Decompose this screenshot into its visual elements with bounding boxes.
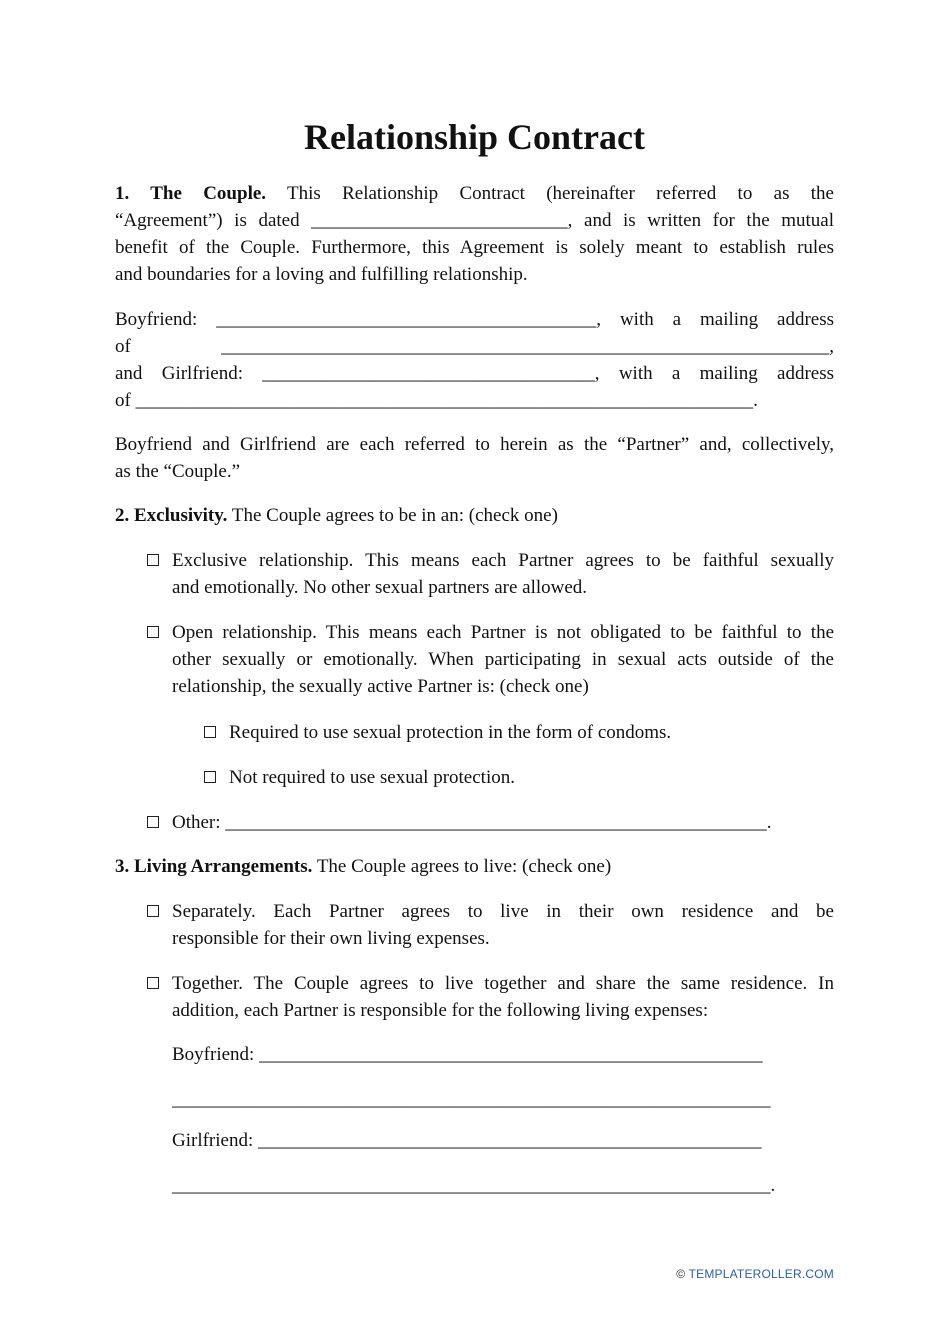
girlfriend-address-line: of _________________________________________________________________. [115, 390, 758, 411]
partners-note-line-2: as the “Couple.” [115, 461, 241, 482]
section-exclusivity-heading-line [115, 502, 834, 529]
section-couple-heading: 1. The Couple. [115, 183, 267, 204]
girlfriend-expenses-field[interactable]: Girlfriend: _____________________________________________________ [172, 1130, 762, 1151]
partners-note-line-1: Boyfriend and Girlfriend are each referred to herein as the “Partner” and, collectively, [115, 434, 834, 455]
option-open[interactable]: Open relationship. This means each Partner is not obligated to be faithful to the other sexually or emotionally. When participating in sexual acts outside of the relationship, the sexually active Partner is: (check one) [147, 619, 834, 700]
boyfriend-expenses-continuation[interactable]: _______________________________________________________________ [172, 1089, 771, 1110]
section-living-intro: The Couple agrees to live: (check one) [316, 856, 612, 877]
checkbox-separately[interactable] [147, 905, 159, 917]
option-protection-required[interactable]: Required to use sexual protection in the form of condoms. [204, 719, 834, 746]
checkbox-protection-required[interactable] [204, 726, 216, 738]
boyfriend-address-line: of ________________________________________________________________, [115, 336, 834, 357]
section-couple-line-4: and boundaries for a loving and fulfilling relationship. [115, 264, 528, 285]
document-title: Relationship Contract [304, 117, 645, 157]
section-couple [115, 180, 834, 288]
option-together[interactable]: Together. The Couple agrees to live together and share the same residence. In addition, each Partner is responsible for the following living expenses: [147, 970, 834, 1024]
option-protection-not-required[interactable]: Not required to use sexual protection. [204, 764, 834, 791]
checkbox-exclusive[interactable] [147, 554, 159, 566]
checkbox-together[interactable] [147, 977, 159, 989]
section-couple-line-2: “Agreement”) is dated ___________________________, and is written for the mutual [115, 210, 834, 231]
section-living-heading-line [115, 853, 834, 880]
partners-note [115, 431, 834, 485]
section-couple-line-3: benefit of the Couple. Furthermore, this Agreement is solely meant to establish rules [115, 237, 834, 258]
footer-site-link[interactable]: TEMPLATEROLLER.COM [688, 1267, 834, 1281]
boyfriend-expenses-field[interactable]: Boyfriend: _____________________________________________________ [172, 1044, 763, 1065]
boyfriend-name-line: Boyfriend: ________________________________________, with a mailing address [115, 309, 834, 330]
section-couple-line-1: 1. The Couple. This Relationship Contract (hereinafter referred to as the [115, 183, 834, 204]
section-exclusivity-heading: 2. Exclusivity. [115, 505, 228, 526]
footer-brand[interactable] [676, 1267, 834, 1281]
checkbox-open[interactable] [147, 626, 159, 638]
copyright-symbol: © [676, 1267, 686, 1281]
option-separately[interactable]: Separately. Each Partner agrees to live in their own residence and be responsible for their own living expenses. [147, 898, 834, 952]
checkbox-protection-not-required[interactable] [204, 771, 216, 783]
girlfriend-name-line: and Girlfriend: ___________________________________, with a mailing address [115, 363, 834, 384]
section-exclusivity-intro: The Couple agrees to be in an: (check one) [231, 505, 558, 526]
option-exclusive[interactable]: Exclusive relationship. This means each Partner agrees to be faithful sexually and emotionally. No other sexual partners are allowed. [147, 547, 834, 601]
section-living-heading: 3. Living Arrangements. [115, 856, 313, 877]
option-other[interactable]: Other: _________________________________________________________. [147, 809, 834, 836]
parties-block [115, 306, 834, 414]
girlfriend-expenses-continuation[interactable]: _______________________________________________________________. [172, 1175, 776, 1196]
checkbox-other[interactable] [147, 816, 159, 828]
